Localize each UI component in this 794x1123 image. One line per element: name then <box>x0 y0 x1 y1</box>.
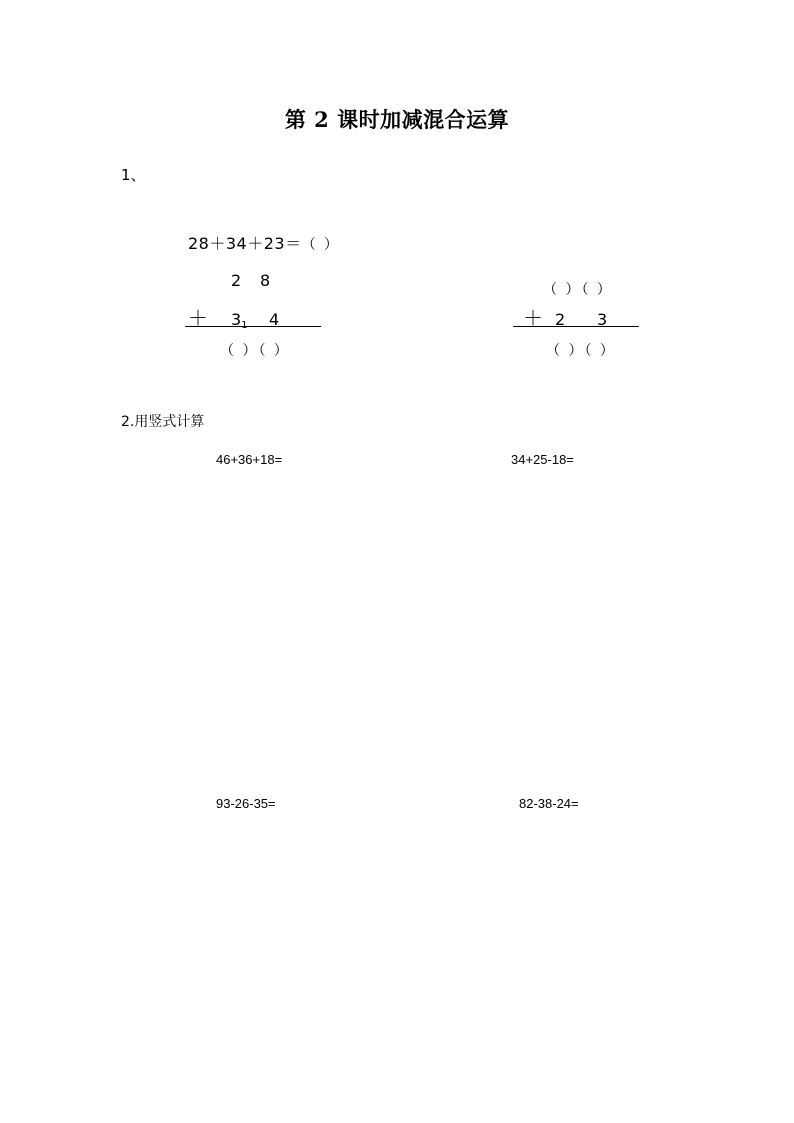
q1-left-second-tens <box>231 310 248 331</box>
q1-left-sum-line <box>185 326 321 327</box>
q1-right-sum-line <box>513 326 639 327</box>
q1-left-top-tens: 2 <box>231 271 242 290</box>
q1-left-top-ones: 8 <box>260 271 271 290</box>
q1-left-second-tens-digit: 3 <box>231 310 242 329</box>
question-1-label: 1、 <box>121 166 146 184</box>
q1-right-second-tens: 2 <box>555 310 566 329</box>
q2-problem-2: 34+25-18= <box>511 452 574 467</box>
q1-left-result-blanks[interactable]: （ ）（ ） <box>220 343 290 359</box>
q2-problem-3: 93-26-35= <box>216 796 276 811</box>
q1-right-top-blanks[interactable]: （ ）（ ） <box>543 282 613 298</box>
q1-right-plus-sign: ＋ <box>523 306 543 330</box>
q1-equation-blank[interactable]: （ ） <box>301 237 341 253</box>
q1-left-carry: 1 <box>241 320 248 331</box>
q2-problem-1: 46+36+18= <box>216 452 283 467</box>
q1-left-plus-sign: ＋ <box>188 306 208 330</box>
q1-right-second-ones: 3 <box>597 310 608 329</box>
q1-equation <box>188 231 340 254</box>
page-title: 第 2 课时加减混合运算 <box>284 107 510 132</box>
q2-problem-4: 82-38-24= <box>519 796 579 811</box>
q1-equation-text: 28＋34＋23＝ <box>188 234 302 253</box>
q1-left-second-ones: 4 <box>269 310 280 329</box>
q1-right-result-blanks[interactable]: （ ）（ ） <box>546 343 616 359</box>
question-2-label: 2.用竖式计算 <box>121 414 205 430</box>
